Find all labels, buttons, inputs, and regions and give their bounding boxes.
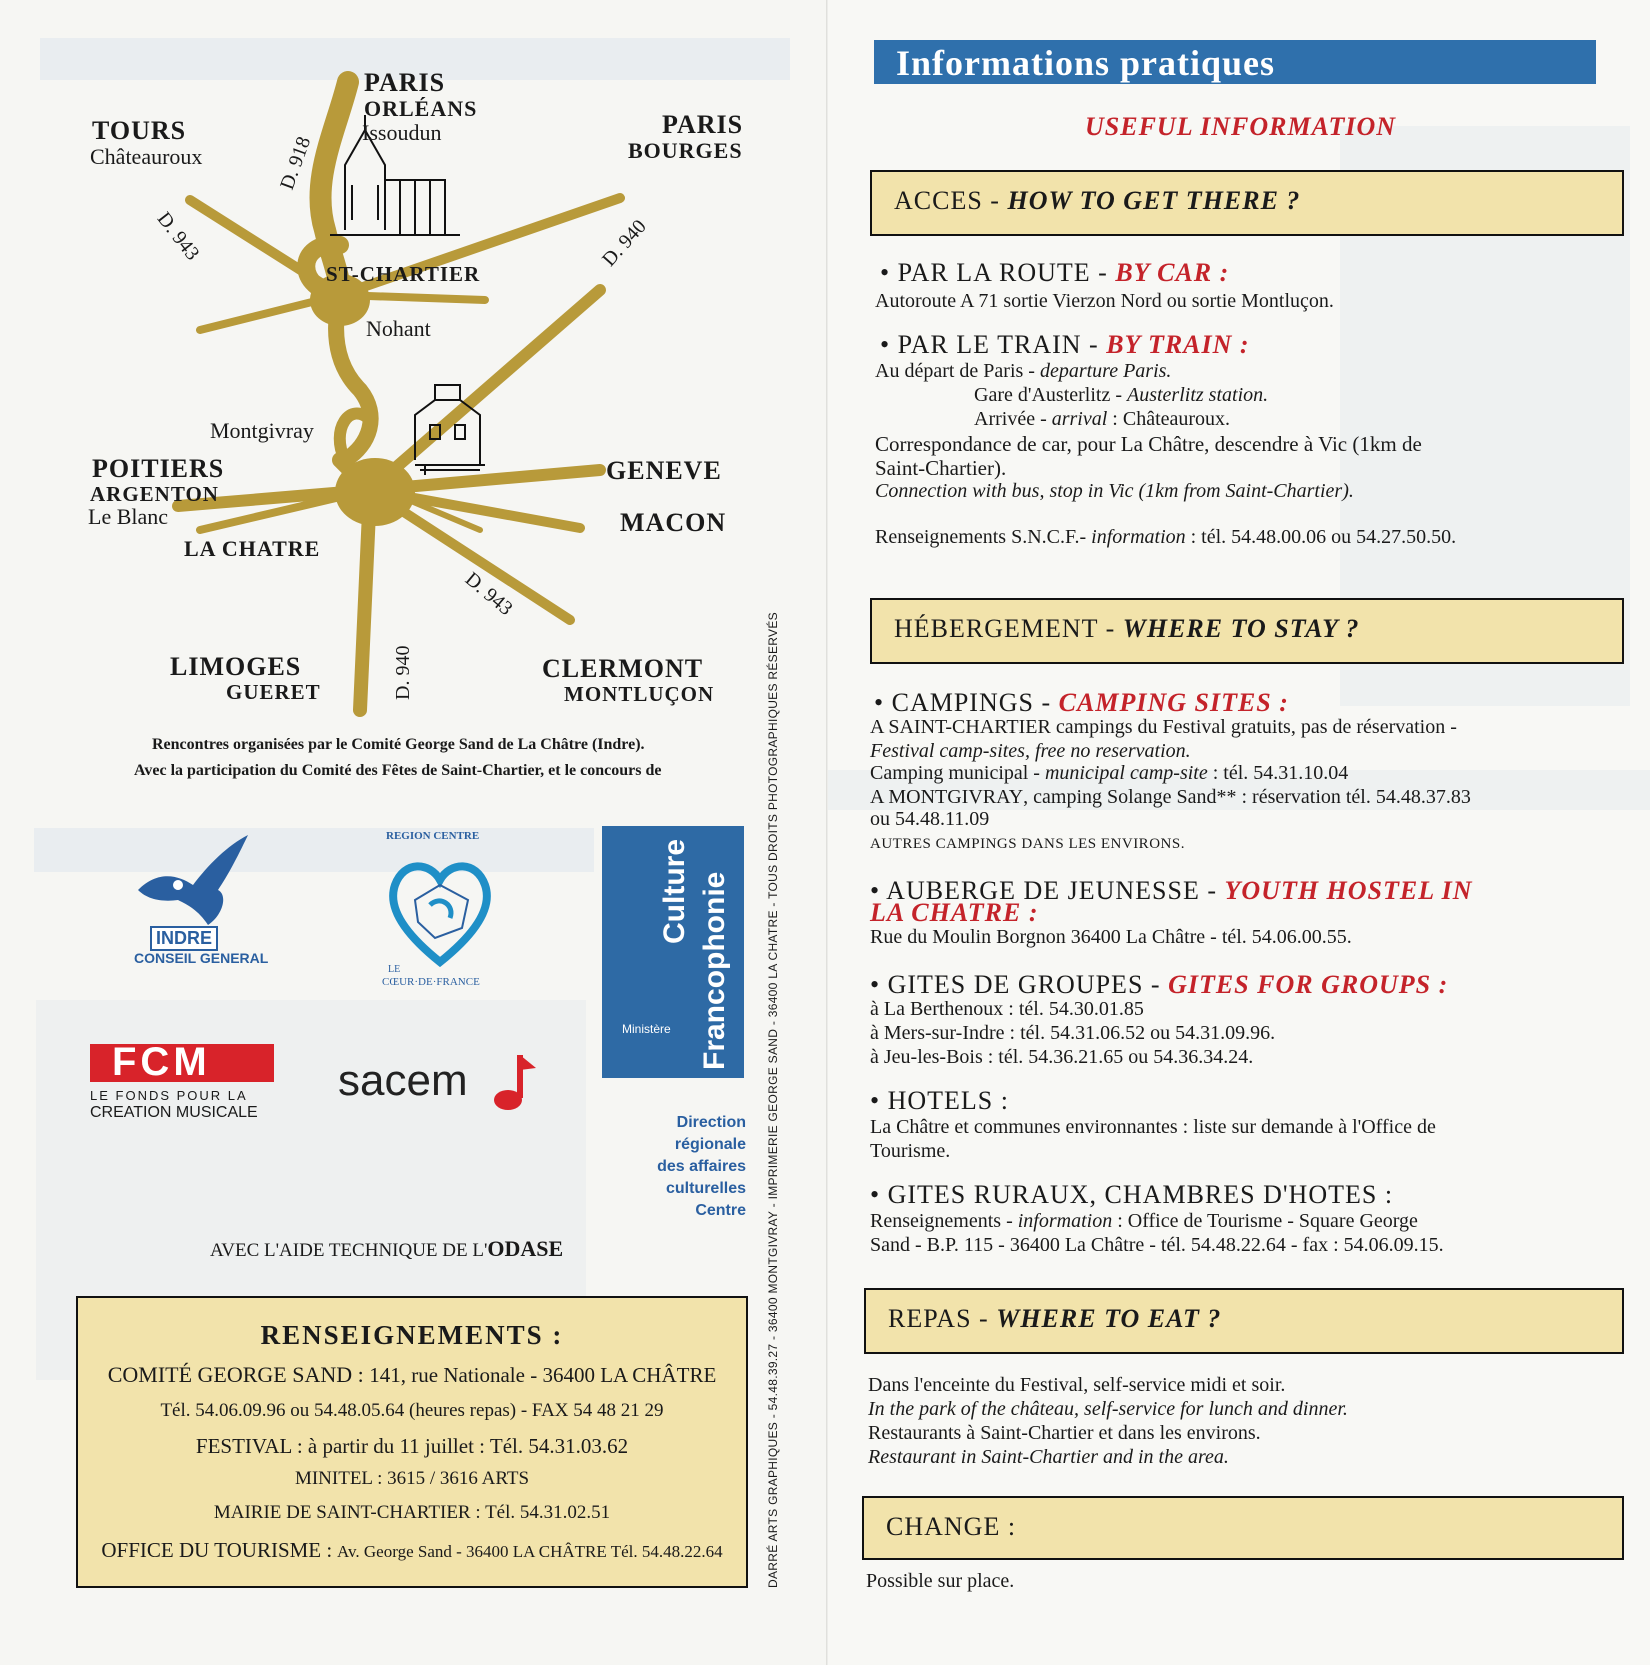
town-chateauroux: Châteauroux [90,144,203,169]
bullet: • [870,970,888,999]
heading-auberge: • AUBERGE DE JEUNESSE - YOUTH HOSTEL IN [870,876,1473,905]
acces-box [870,170,1624,236]
indre-label: INDRE [156,928,213,948]
region-label: REGION CENTRE [386,830,480,842]
train-line-4: Correspondance de car, pour La Châtre, descendre à Vic (1km de [875,432,1422,456]
region-coeur: CŒUR·DE·FRANCE [382,976,480,988]
town-montlucon: MONTLUÇON [564,682,715,706]
hebergement-box [870,598,1624,664]
page-title: Informations pratiques [896,43,1276,83]
indre-sub: CONSEIL GENERAL [134,950,269,966]
credit-line-2: Avec la participation du Comité des Fêtes de Saint-Chartier, et le concours de [134,762,662,779]
bullet: • [870,1086,888,1115]
town-montgivray: Montgivray [210,418,314,443]
fcm-line-2: CREATION MUSICALE [90,1104,258,1121]
drac-line-2: régionale [674,1136,746,1153]
odase-line [210,1236,563,1262]
useful-information-subtitle: USEFUL INFORMATION [1085,112,1397,141]
heading-campings: • CAMPINGS - CAMPING SITES : [874,688,1289,717]
city-poitiers: POITIERS [92,454,225,483]
city-tours: TOURS [92,116,187,145]
train-line-5: Saint-Chartier). [875,456,1007,480]
sncf-info: Renseignements S.N.C.F.- information : tél. 54.48.00.06 ou 54.27.50.50. [875,526,1457,548]
gites-line-3: à Jeu-les-Bois : tél. 54.36.21.65 ou 54.36.34.24. [870,1046,1254,1068]
repas-label: REPAS - [888,1304,997,1333]
francophonie-label: Francophonie [698,871,731,1070]
town-nohant: Nohant [366,316,431,341]
fcm-mark: FCM [112,1040,211,1084]
hotels-line-1: La Châtre et communes environnantes : liste sur demande à l'Office de [870,1116,1436,1138]
title-banner [874,40,1596,84]
city-bourges: BOURGES [628,138,743,163]
credit-line-1: Rencontres organisées par le Comité George Sand de La Châtre (Indre). [152,736,645,753]
hebergement-label-en: WHERE TO STAY ? [1122,614,1360,643]
city-orleans: ORLÉANS [364,96,478,121]
gites-line-2: à Mers-sur-Indre : tél. 54.31.06.52 ou 54.31.09.96. [870,1022,1276,1044]
culture-label: Culture [658,839,691,944]
change-text: Possible sur place. [866,1570,1015,1592]
access-map [40,60,780,720]
heading-auberge-cont: LA CHATRE : [870,898,1039,927]
repas-line-4: Restaurant in Saint-Chartier and in the area. [868,1446,1229,1468]
change-label: CHANGE : [886,1512,1017,1541]
fcm-line-1: LE FONDS POUR LA [90,1088,248,1103]
ruraux-line-1: Renseignements - information : Office de Tourisme - Square George [870,1210,1418,1232]
repas-label-en: WHERE TO EAT ? [996,1304,1222,1333]
bullet: • [870,1180,888,1209]
bullet: • [880,258,898,287]
city-geneve: GENEVE [606,456,722,485]
train-line-3: Arrivée - arrival : Châteauroux. [974,408,1231,430]
drac-text [600,1112,746,1222]
heading-gites-ruraux: • GITES RURAUX, CHAMBRES D'HOTES : [870,1180,1394,1209]
auberge-text: Rue du Moulin Borgnon 36400 La Châtre - tél. 54.06.00.55. [870,926,1352,948]
city-paris: PARIS [364,68,446,97]
campings-line-4: A MONTGIVRAY, camping Solange Sand** : réservation tél. 54.48.37.83 [870,786,1471,808]
road-d940-east: D. 940 [598,215,651,271]
renseignements-comite: COMITÉ GEORGE SAND : 141, rue Nationale - 36400 LA CHÂTRE [107,1362,717,1387]
heading-route: • PAR LA ROUTE - BY CAR : [880,258,1230,287]
bullet: • [870,876,887,905]
campings-line-5: ou 54.48.11.09 [870,808,990,830]
train-line-6: Connection with bus, stop in Vic (1km from Saint-Chartier). [875,480,1354,502]
city-macon: MACON [620,508,727,537]
town-la-chatre: LA CHATRE [184,536,321,561]
sacem-mark: sacem [338,1056,468,1105]
city-clermont: CLERMONT [542,654,704,683]
indre-label-box [150,926,218,951]
gites-line-1: à La Berthenoux : tél. 54.30.01.85 [870,998,1144,1020]
town-st-chartier: ST-CHARTIER [326,262,481,286]
heading-gites: • GITES DE GROUPES - GITES FOR GROUPS : [870,970,1449,999]
city-limoges: LIMOGES [170,652,302,681]
sacem-logo [338,1056,548,1126]
renseignements-box [76,1296,748,1588]
renseignements-office: OFFICE DU TOURISME : Av. George Sand - 36400 LA CHÂTRE Tél. 54.48.22.64 [101,1538,723,1562]
indre-logo [118,830,269,966]
hebergement-label: HÉBERGEMENT - [894,614,1123,643]
drac-line-1: Direction [676,1114,746,1131]
city-paris-east: PARIS [662,110,744,139]
road-d940-south: D. 940 [392,645,414,700]
road-d943-south: D. 943 [460,568,517,620]
change-box [862,1496,1624,1560]
city-argenton: ARGENTON [90,482,219,506]
repas-line-3: Restaurants à Saint-Chartier et dans les environs. [868,1422,1261,1444]
campings-line-1: A SAINT-CHARTIER campings du Festival gratuits, pas de réservation - [870,716,1457,738]
drac-line-4: culturelles [665,1180,746,1197]
heading-hotels: • HOTELS : [870,1086,1009,1115]
acces-label: ACCES - [894,186,1008,215]
odase-prefix: AVEC L'AIDE TECHNIQUE DE L' [210,1240,488,1261]
repas-line-2: In the park of the château, self-service for lunch and dinner. [868,1398,1348,1420]
odase-name: ODASE [487,1236,564,1261]
renseignements-festival: FESTIVAL : à partir du 11 juillet : Tél. 54.31.03.62 [195,1434,629,1458]
road-d918: D. 918 [276,133,316,193]
ruraux-line-2: Sand - B.P. 115 - 36400 La Châtre - tél. 54.48.22.64 - fax : 54.06.09.15. [870,1234,1444,1256]
campings-line-2: Festival camp-sites, free no reservation. [870,740,1191,762]
bullet: • [874,688,892,717]
heart-france-icon [380,850,500,970]
region-le: LE [388,964,401,975]
heading-train: • PAR LE TRAIN - BY TRAIN : [880,330,1250,359]
acces-label-en: HOW TO GET THERE ? [1007,186,1301,215]
train-line-2: Gare d'Austerlitz - Austerlitz station. [974,384,1269,406]
renseignements-title: RENSEIGNEMENTS : [260,1320,564,1350]
road-d943-west: D. 943 [152,208,204,265]
train-line-1: Au départ de Paris - departure Paris. [875,360,1172,382]
campings-line-3: Camping municipal - municipal camp-site : tél. 54.31.10.04 [870,762,1349,784]
repas-line-1: Dans l'enceinte du Festival, self-service midi et soir. [868,1374,1286,1396]
renseignements-phone: Tél. 54.06.09.96 ou 54.48.05.64 (heures repas) - FAX 54 48 21 29 [160,1400,664,1421]
repas-box [864,1288,1624,1354]
bullet: • [880,330,898,359]
culture-francophonie-logo [602,826,744,1078]
route-text: Autoroute A 71 sortie Vierzon Nord ou sortie Montluçon. [875,290,1334,312]
renseignements-minitel: MINITEL : 3615 / 3616 ARTS [294,1468,530,1489]
eagle-icon [118,830,268,930]
campings-line-6: AUTRES CAMPINGS DANS LES ENVIRONS. [870,836,1185,852]
region-centre-logo [370,830,510,1000]
town-issoudun: Issoudun [362,120,442,145]
printer-credit-vertical: DARRÉ ARTS GRAPHIQUES - 54.48.39.27 - 36400 MONTGIVRAY - IMPRIMERIE GEORGE SAND - 36400 LA CHATRE - TOUS DROITS PHOTOGRAPHIQUES RÉSERVÉS [766,612,780,1588]
hotels-line-2: Tourisme. [870,1140,951,1162]
drac-line-3: des affaires [657,1158,746,1175]
renseignements-mairie: MAIRIE DE SAINT-CHARTIER : Tél. 54.31.02.51 [213,1502,611,1523]
town-le-blanc: Le Blanc [88,504,169,529]
music-note-icon [480,1050,540,1120]
ministere-label: Ministère [622,1022,671,1036]
fcm-red-box [90,1040,274,1084]
town-gueret: GUERET [226,680,321,704]
fcm-logo [90,1040,280,1124]
drac-line-5: Centre [695,1202,746,1219]
